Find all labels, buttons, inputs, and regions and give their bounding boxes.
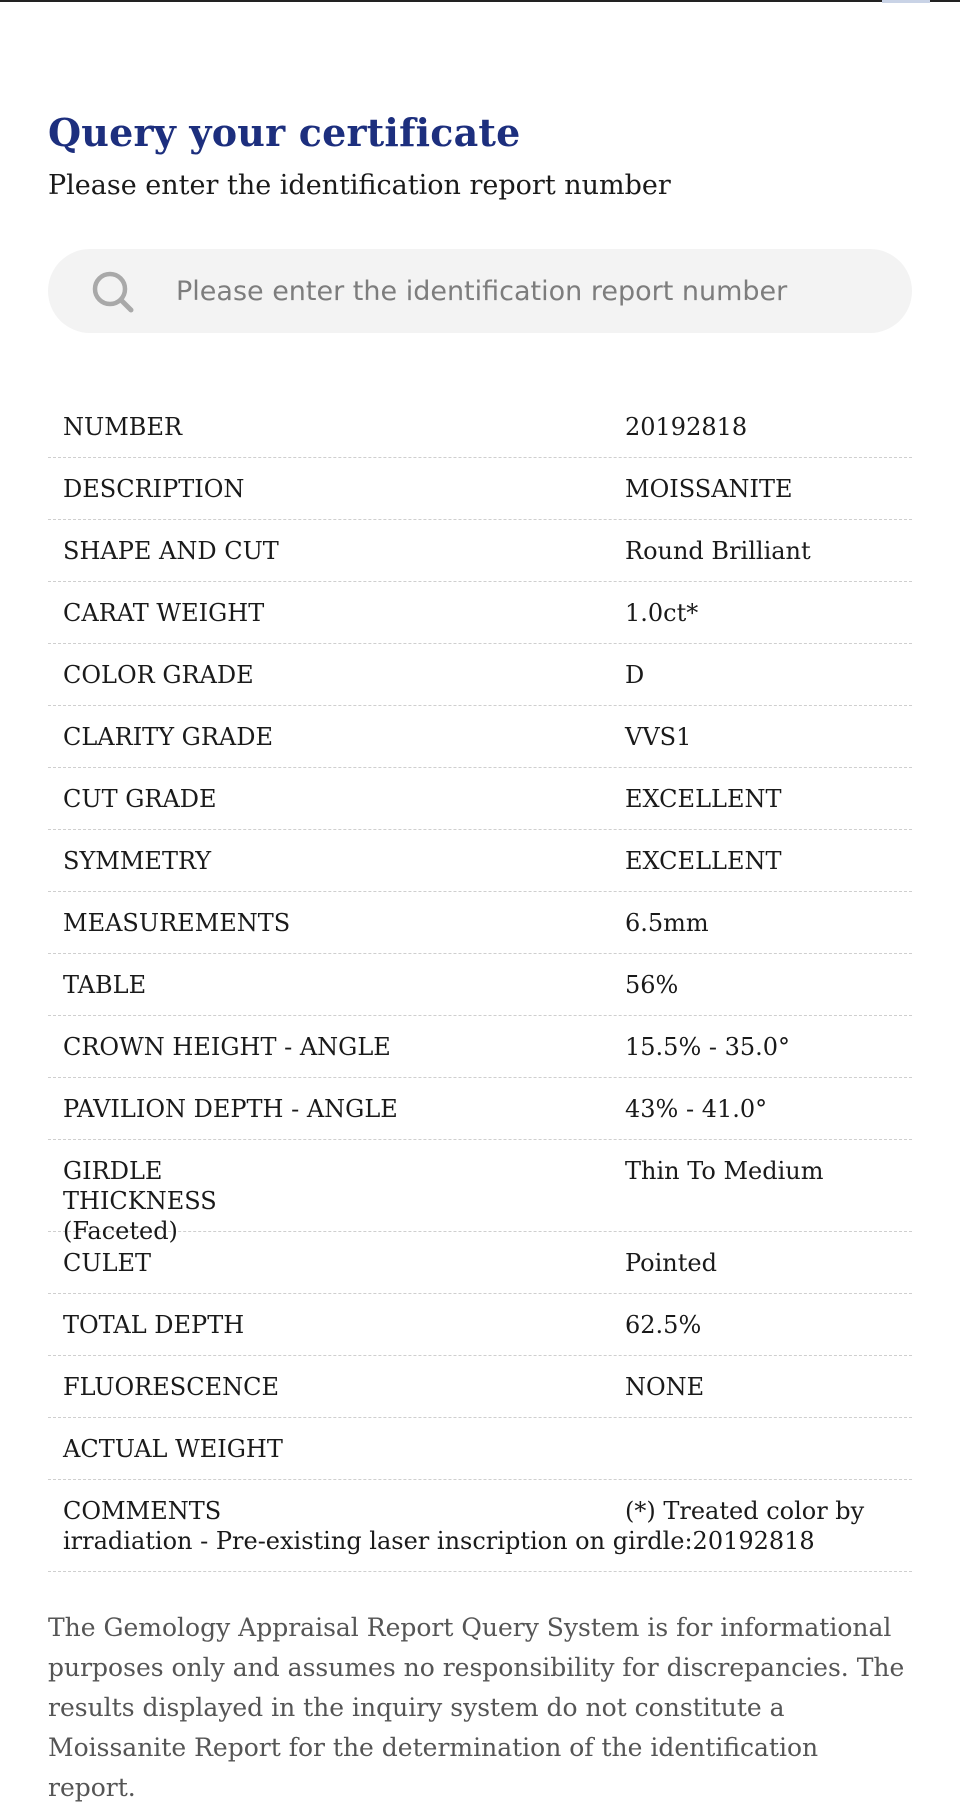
row-color-grade <box>48 644 912 706</box>
row-label: ACTUAL WEIGHT <box>63 1435 283 1463</box>
row-carat-weight <box>48 582 912 644</box>
row-value: 15.5% - 35.0° <box>625 1033 791 1061</box>
row-girdle-thickness <box>48 1140 912 1245</box>
row-fluorescence <box>48 1356 912 1418</box>
row-measurements <box>48 892 912 954</box>
row-label: TABLE <box>63 971 147 999</box>
search-icon[interactable] <box>90 269 136 315</box>
row-value: Thin To Medium <box>625 1157 824 1185</box>
row-actual-weight <box>48 1418 912 1480</box>
row-value: VVS1 <box>625 723 692 751</box>
row-label: CUT GRADE <box>63 785 217 813</box>
search-bar[interactable] <box>48 249 912 333</box>
row-label: GIRDLE THICKNESS (Faceted) <box>63 1157 217 1245</box>
row-value: 6.5mm <box>625 909 709 937</box>
row-pavilion-depth-angle <box>48 1078 912 1140</box>
row-label: CLARITY GRADE <box>63 723 273 751</box>
row-value: EXCELLENT <box>625 847 782 875</box>
row-label: CARAT WEIGHT <box>63 599 265 627</box>
row-label: DESCRIPTION <box>63 475 245 503</box>
row-description <box>48 458 912 520</box>
comments-value: (*) Treated color by irradiation - Pre-existing laser inscription on girdle:20192818 <box>63 1497 865 1555</box>
row-label: CROWN HEIGHT - ANGLE <box>63 1033 391 1061</box>
row-label: PAVILION DEPTH - ANGLE <box>63 1095 398 1123</box>
row-crown-height-angle <box>48 1016 912 1078</box>
top-border <box>0 0 960 2</box>
row-label: SHAPE AND CUT <box>63 537 279 565</box>
row-label: SYMMETRY <box>63 847 212 875</box>
row-value: EXCELLENT <box>625 785 782 813</box>
row-cut-grade <box>48 768 912 830</box>
row-label: CULET <box>63 1249 152 1277</box>
row-value: 56% <box>625 971 679 999</box>
row-value: NONE <box>625 1373 705 1401</box>
row-clarity-grade <box>48 706 912 768</box>
row-value: 1.0ct* <box>625 599 699 627</box>
row-value: Round Brilliant <box>625 537 811 565</box>
page-title: Query your certificate <box>48 110 521 155</box>
row-label: FLUORESCENCE <box>63 1373 279 1401</box>
certificate-table <box>48 396 912 1572</box>
row-value: MOISSANITE <box>625 475 793 503</box>
page-subtitle: Please enter the identification report number <box>48 170 671 201</box>
row-total-depth <box>48 1294 912 1356</box>
row-culet <box>48 1232 912 1294</box>
row-label: MEASUREMENTS <box>63 909 291 937</box>
comments-label: COMMENTS <box>63 1497 222 1525</box>
row-table <box>48 954 912 1016</box>
row-shape-and-cut <box>48 520 912 582</box>
row-value: 43% - 41.0° <box>625 1095 768 1123</box>
row-label: NUMBER <box>63 413 183 441</box>
row-value: 20192818 <box>625 413 748 441</box>
comments-text <box>63 1496 912 1556</box>
row-value: 62.5% <box>625 1311 702 1339</box>
row-label: COLOR GRADE <box>63 661 254 689</box>
row-number <box>48 396 912 458</box>
disclaimer-text: The Gemology Appraisal Report Query System is for informational purposes only and assumes no responsibility for discrepancies. The results displayed in the inquiry system do not constitute a Moissanite Report for the determination of the identification report. <box>48 1613 905 1802</box>
row-label: TOTAL DEPTH <box>63 1311 245 1339</box>
row-value: Pointed <box>625 1249 717 1277</box>
row-symmetry <box>48 830 912 892</box>
row-comments <box>48 1480 912 1572</box>
report-number-input[interactable] <box>176 249 876 333</box>
top-accent-bar <box>882 0 930 3</box>
row-value: D <box>625 661 645 689</box>
